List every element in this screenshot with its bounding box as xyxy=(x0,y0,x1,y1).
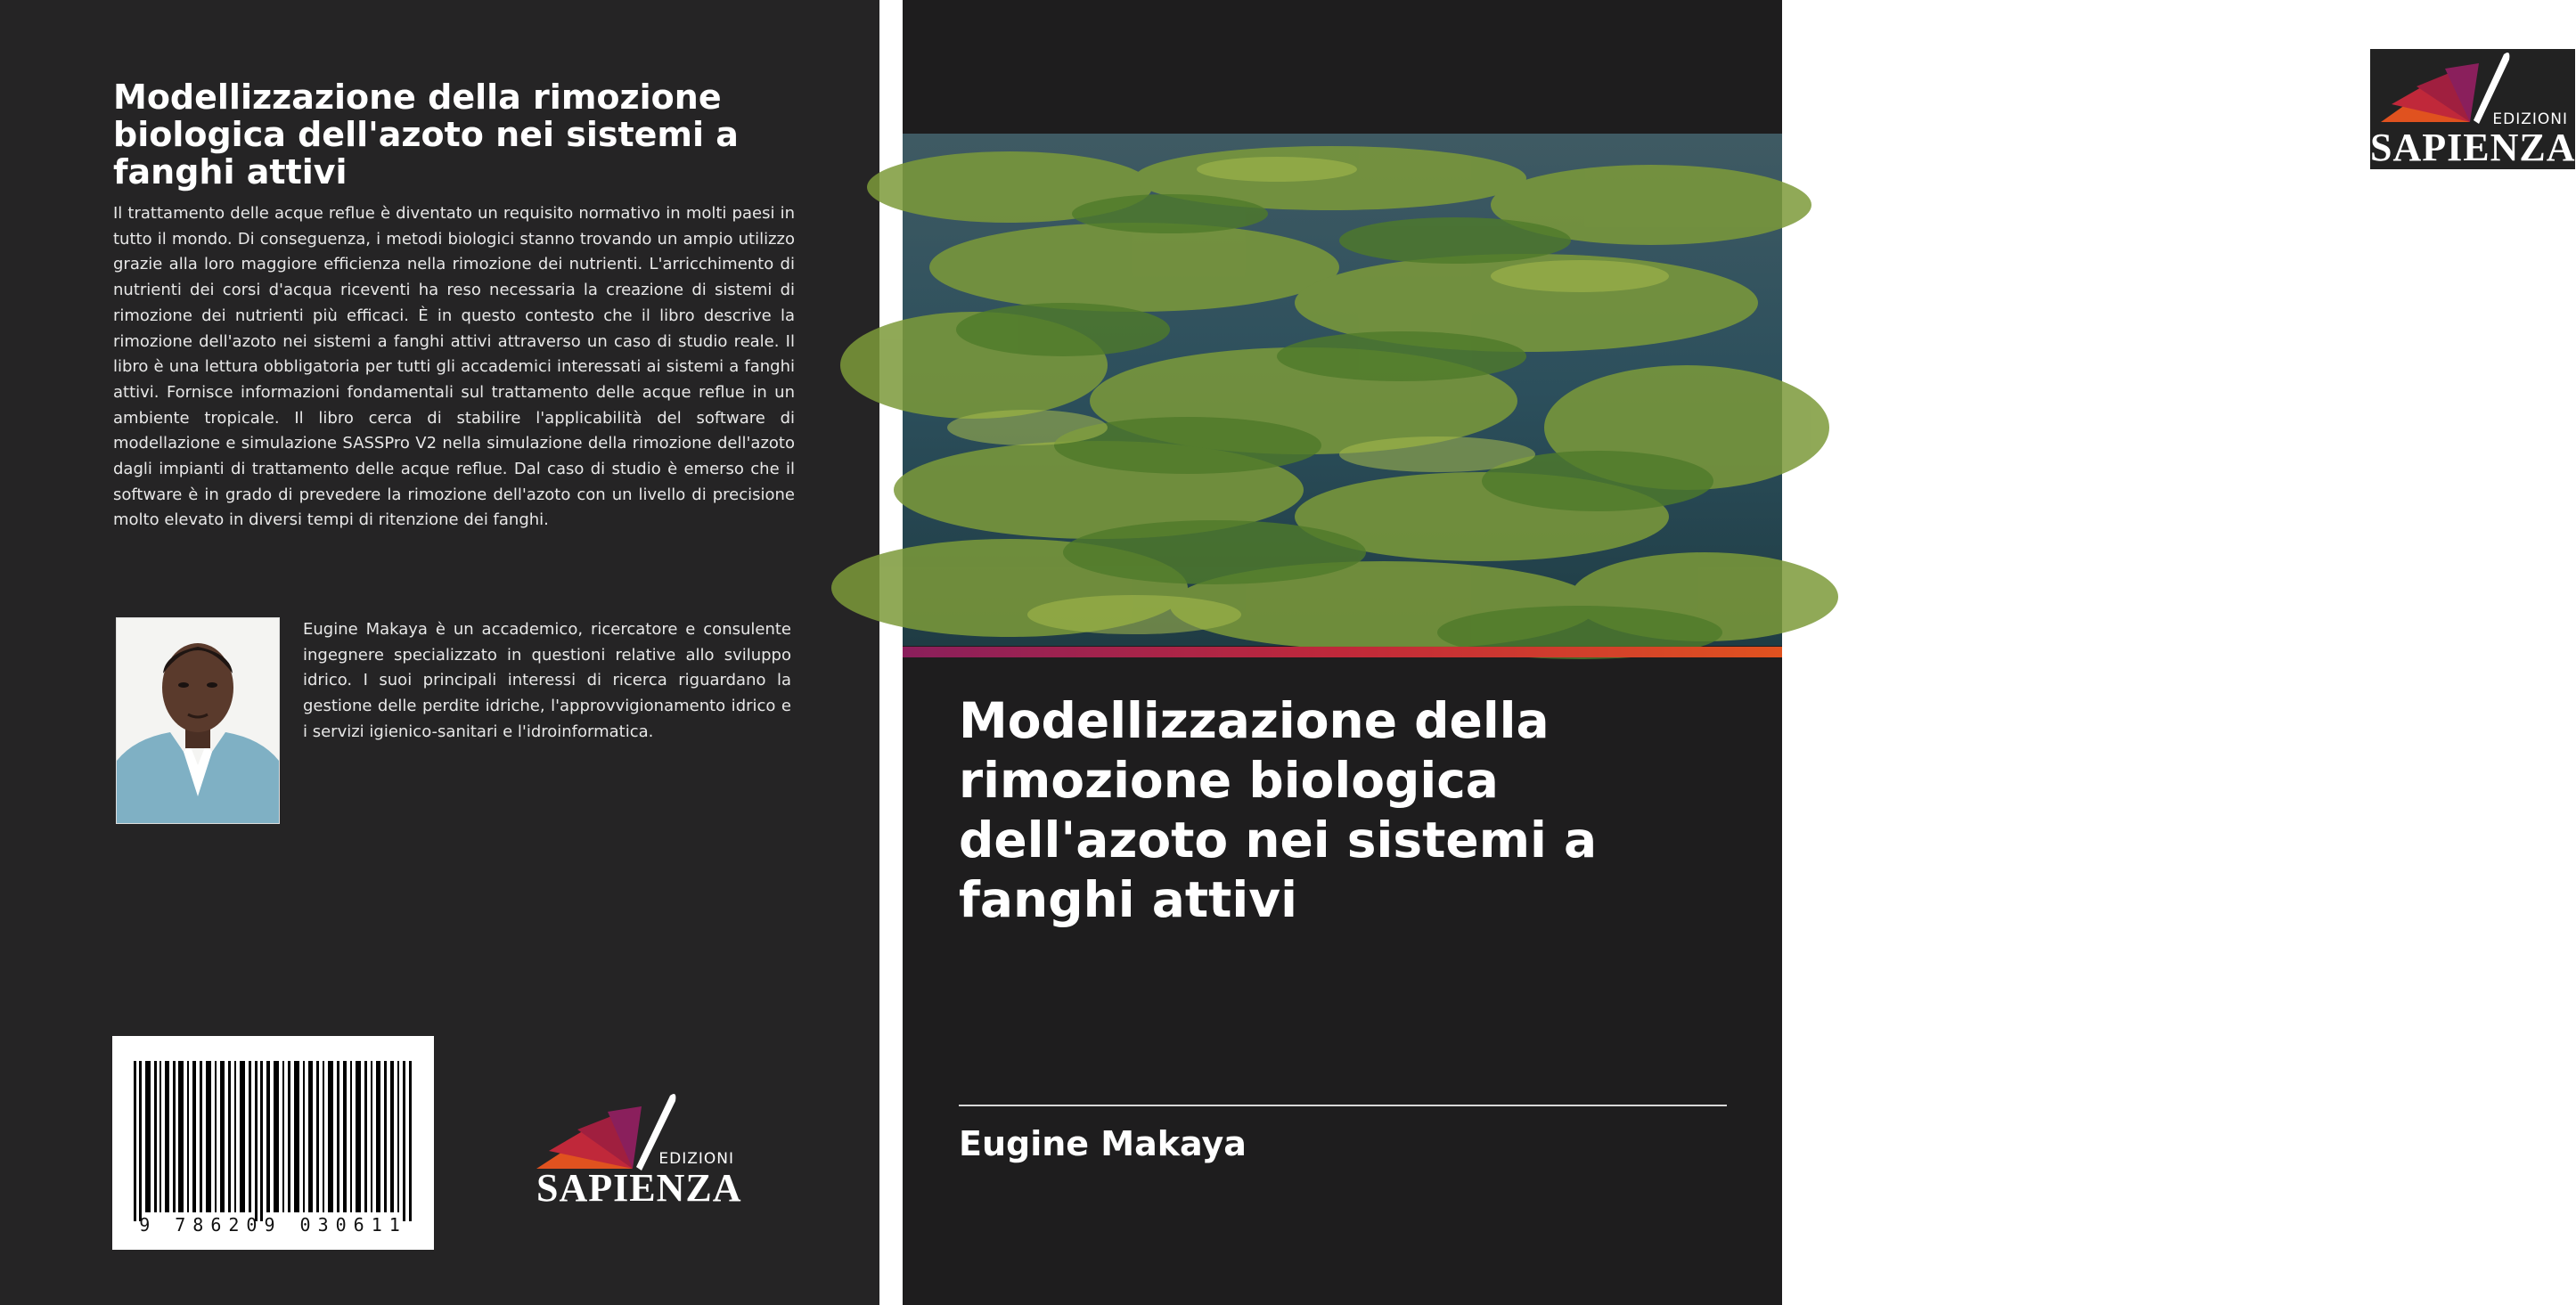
publisher-logo-front xyxy=(2370,49,2575,169)
isbn-number: 9 786209 030611 xyxy=(139,1214,407,1236)
algae-pond-image xyxy=(903,134,1782,646)
publisher-imprint: EDIZIONI xyxy=(658,1150,734,1168)
publisher-name: SAPIENZA xyxy=(536,1166,742,1210)
author-bio: Eugine Makaya è un accademico, ricercatore e consulente ingegnere specializzato in questioni relative allo sviluppo idrico. I suoi principali interessi di ricerca riguardano la gestione delle perdite idriche, l'approvvigionamento idrico e i servizi igienico-sanitari e l'idroinformatica. xyxy=(303,620,791,741)
publisher-logo-back xyxy=(536,1087,741,1211)
front-cover xyxy=(903,0,2576,1305)
author-photo xyxy=(116,617,280,824)
publisher-name: SAPIENZA xyxy=(2370,126,2576,169)
back-cover-title: Modellizzazione della rimozione biologica dell'azoto nei sistemi a fanghi attivi xyxy=(113,77,739,192)
publisher-imprint: EDIZIONI xyxy=(2492,110,2568,128)
author-divider xyxy=(959,1105,1727,1106)
front-cover-title: Modellizzazione della rimozione biologica dell'azoto nei sistemi a fanghi attivi xyxy=(959,692,1598,928)
author-name: Eugine Makaya xyxy=(959,1124,1247,1163)
isbn-barcode xyxy=(112,1036,434,1250)
author-portrait-image xyxy=(117,618,279,823)
back-cover xyxy=(0,0,879,1305)
accent-stripe xyxy=(903,647,1782,657)
book-blurb: Il trattamento delle acque reflue è diventato un requisito normativo in molti paesi in tutto il mondo. Di conseguenza, i metodi biologici stanno trovando un ampio utilizzo grazie alla loro maggiore efficienza nella rimozione dei nutrienti. L'arricchimento di nutrienti dei corsi d'acqua riceventi ha reso necessaria la creazione di sistemi di rimozione dei nutrienti più efficaci. È in questo contesto che il libro descrive la rimozione dell'azoto nei sistemi a fanghi attivi attraverso un caso di studio reale. Il libro è una lettura obbligatoria per tutti gli accademici interessati ai sistemi a fanghi attivi. Fornisce informazioni fondamentali sul trattamento delle acque reflue in un ambiente tropicale. Il libro cerca di stabilire l'applicabilità del software di modellazione e simulazione SASSPro V2 nella simulazione della rimozione dell'azoto dagli impianti di trattamento delle acque reflue. Dal caso di studio è emerso che il software è in grado di prevedere la rimozione dell'azoto con un livello di precisione molto elevato in diversi tempi di ritenzione dei fanghi. xyxy=(113,204,795,530)
